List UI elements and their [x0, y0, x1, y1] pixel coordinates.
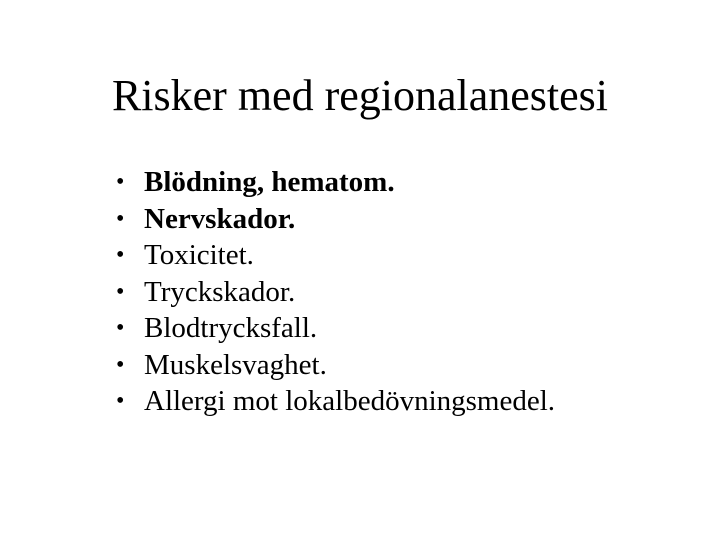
list-item: [116, 164, 696, 201]
list-item: [116, 383, 696, 420]
bullet-icon: •: [116, 351, 125, 378]
bullet-text: Nervskador.: [144, 202, 296, 235]
list-item: [116, 274, 696, 311]
bullet-text: Blödning, hematom.: [144, 166, 395, 198]
bullet-text: Toxicitet.: [144, 239, 254, 271]
bullet-icon: •: [116, 242, 125, 268]
list-item: [116, 347, 696, 384]
list-item: [116, 237, 696, 274]
bullet-icon: •: [116, 278, 125, 305]
bullet-list: [116, 164, 696, 420]
bullet-text: Allergi mot lokalbedövningsmedel.: [144, 385, 556, 417]
bullet-text: Blodtrycksfall.: [144, 312, 318, 344]
bullet-icon: •: [116, 388, 125, 414]
bullet-icon: •: [116, 315, 125, 341]
bullet-icon: •: [116, 205, 125, 232]
slide-title: Risker med regionalanestesi: [111, 71, 609, 120]
list-item: [116, 310, 696, 347]
bullet-text: Muskelsvaghet.: [144, 348, 327, 381]
bullet-icon: •: [116, 169, 125, 195]
list-item: [116, 201, 696, 238]
bullet-text: Tryckskador.: [144, 275, 296, 308]
